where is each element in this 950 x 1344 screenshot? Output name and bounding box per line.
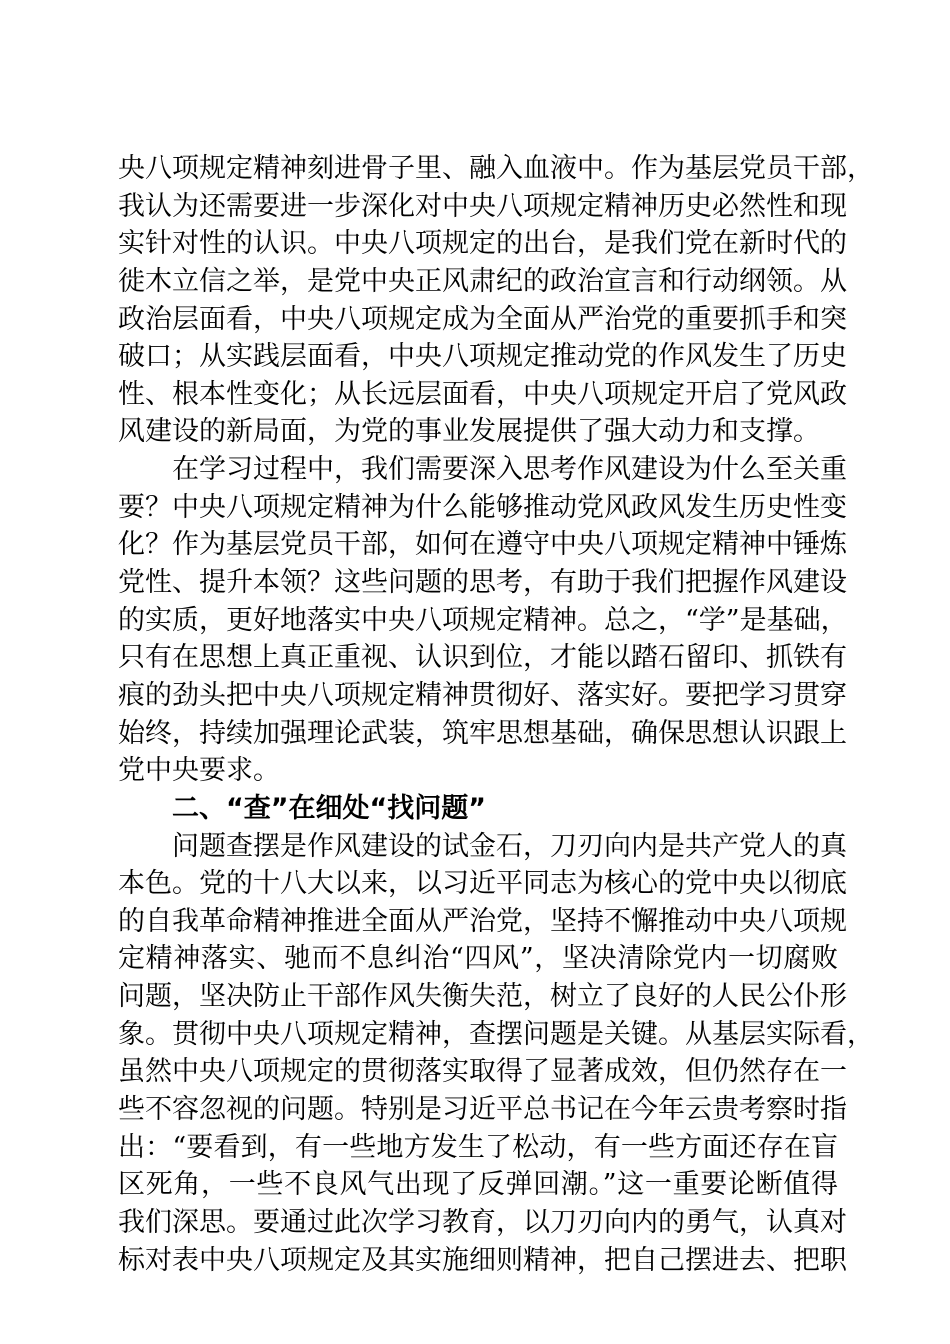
paragraph-3 [118,828,874,1280]
paragraph-line: 实针对性的认识。中央八项规定的出台，是我们党在新时代的 [118,228,847,260]
paragraph-line: 问题查摆是作风建设的试金石，刀刃向内是共产党人的真 [172,830,847,862]
paragraph-line: 风建设的新局面，为党的事业发展提供了强大动力和支撑。 [118,416,820,448]
paragraph-1 [118,150,874,451]
paragraph-line: 要？中央八项规定精神为什么能够推动党风政风发生历史性变 [118,491,847,523]
paragraph-line: 痕的劲头把中央八项规定精神贯彻好、落实好。要把学习贯穿 [118,679,847,711]
paragraph-line: 只有在思想上真正重视、认识到位，才能以踏石留印、抓铁有 [118,642,847,674]
section-heading: 二、“查”在细处“找问题” [172,792,486,824]
paragraph-line: 象。贯彻中央八项规定精神，查摆问题是关键。从基层实际看， [118,1018,874,1050]
document-page [118,150,874,1279]
paragraph-line: 始终，持续加强理论武装，筑牢思想基础，确保思想认识跟上 [118,717,847,749]
paragraph-line: 的自我革命精神推进全面从严治党，坚持不懈推动中央八项规 [118,905,847,937]
paragraph-2 [118,451,848,790]
paragraph-line: 党中央要求。 [118,755,280,787]
paragraph-line: 问题，坚决防止干部作风失衡失范，树立了良好的人民公仆形 [118,981,847,1013]
paragraph-line: 我认为还需要进一步深化对中央八项规定精神历史必然性和现 [118,190,847,222]
paragraph-line: 的实质，更好地落实中央八项规定精神。总之，“学”是基础， [118,604,848,636]
paragraph-line: 虽然中央八项规定的贯彻落实取得了显著成效，但仍然存在一 [118,1056,847,1088]
paragraph-line: 标对表中央八项规定及其实施细则精神，把自己摆进去、把职 [118,1244,847,1276]
paragraph-line: 定精神落实、驰而不息纠治“四风”，坚决清除党内一切腐败 [118,943,838,975]
paragraph-line: 政治层面看，中央八项规定成为全面从严治党的重要抓手和突 [118,303,847,335]
paragraph-line: 化？作为基层党员干部，如何在遵守中央八项规定精神中锤炼 [118,529,847,561]
paragraph-line: 出：“要看到，有一些地方发生了松动，有一些方面还存在盲 [118,1131,838,1163]
paragraph-line: 本色。党的十八大以来，以习近平同志为核心的党中央以彻底 [118,868,847,900]
paragraph-line: 我们深思。要通过此次学习教育，以刀刃向内的勇气，认真对 [118,1206,847,1238]
paragraph-line: 破口；从实践层面看，中央八项规定推动党的作风发生了历史 [118,341,847,373]
paragraph-line: 徙木立信之举，是党中央正风肃纪的政治宣言和行动纲领。从 [118,265,847,297]
paragraph-line: 区死角，一些不良风气出现了反弹回潮。”这一重要论断值得 [118,1169,838,1201]
paragraph-line: 央八项规定精神刻进骨子里、融入血液中。作为基层党员干部， [118,153,874,184]
paragraph-line: 性、根本性变化；从长远层面看，中央八项规定开启了党风政 [118,378,847,410]
paragraph-line: 党性、提升本领？这些问题的思考，有助于我们把握作风建设 [118,567,847,599]
paragraph-line: 些不容忽视的问题。特别是习近平总书记在今年云贵考察时指 [118,1094,847,1126]
paragraph-line: 在学习过程中，我们需要深入思考作风建设为什么至关重 [172,454,847,486]
